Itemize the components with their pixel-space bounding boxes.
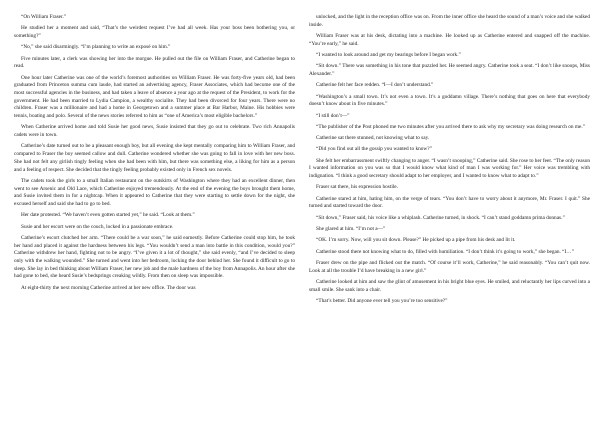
paragraph: “Washington’s a small town. It’s not even a town. It’s a goddamn village. There’s nothing that goes on here that everybody doesn’t know about in five minutes.” bbox=[309, 93, 590, 108]
paragraph: unlocked, and the light in the reception office was on. From the inner office she heard the sound of a man’s voice and she walked inside. bbox=[309, 14, 590, 28]
paragraph: “Sit down,” Fraser said, his voice like a whiplash. Catherine turned, in shock. “I can’t stand goddamn prima donnas.” bbox=[316, 214, 565, 221]
paragraph: “I still don’t—” bbox=[316, 112, 350, 119]
paragraph: When Catherine arrived home and told Susie her good news, Susie insisted that they go out to celebrate. Two rich Annapolis cadets were in town. bbox=[14, 124, 295, 139]
paragraph: Catherine stared at him, hating him, on the verge of tears. “You don’t have to worry about it anymore, Mr. Fraser. I quit.” She turned and started toward the door. bbox=[309, 195, 590, 210]
paragraph: Her date protested. “We haven’t even gotten started yet,” he said. “Look at them.” bbox=[21, 212, 195, 219]
paragraph: William Fraser was at his desk, dictating into a machine. He looked up as Catherine entered and snapped off the machine. “You’re early,” he said. bbox=[309, 33, 590, 47]
paragraph: Catherine looked at him and saw the glint of amusement in his bright blue eyes. He smiled, and reluctantly her lips curved into a small smile. She sank into a chair. bbox=[309, 278, 590, 293]
paragraph: “That’s better. Did anyone ever tell you you’re too sensitive?” bbox=[316, 297, 448, 304]
paragraph: “The publisher of the Post phoned me two minutes after you arrived there to ask why my secretary was doing research on me.” bbox=[316, 123, 586, 130]
paragraph: Catherine felt her face redden. “I—I don’t understand.” bbox=[316, 82, 434, 89]
paragraph: She felt her embarrassment swiftly changing to anger. “I wasn’t snooping,” Catherine said. She rose to her feet. “The only reason I wanted information on you was so that I would know what kind of man I was working for.” Her voice was trembling with indignation. “I think a good secretary should adapt to her employer, and I wanted to know what to adapt to.” bbox=[309, 157, 590, 180]
paragraph: One hour later Catherine was one of the world’s foremost authorities on William Fraser. He was forty-five years old, had been graduated from Princeton summa cum laude, had started an advertising agency, Fraser Associates, which had become one of the most successful agencies in the business, and had taken a leave of absence a year ago at the request of the President, to work for the government. He had been married to Lydia Campion, a wealthy socialite. They had been divorced for four years. There were no children. Fraser was a millionaire and had a home in Georgetown and a summer place at Bar Harbor, Maine. His hobbies were tennis, boating and polo. Several of the news stories referred to him as “one of America’s most eligible bachelors.” bbox=[14, 74, 295, 120]
paragraph: Fraser drew on the pipe and flicked out the match. “Of course it’ll work, Catherine,” he said reasonably. “You can’t quit now. Look at all the trouble I’d have breaking in a new girl.” bbox=[309, 259, 590, 274]
paragraph: “Did you find out all the gossip you wanted to know?” bbox=[316, 146, 432, 153]
paragraph: She glared at him. “I’m not a—” bbox=[316, 226, 386, 233]
paragraph: Susie and her escort were on the couch, locked in a passionate embrace. bbox=[21, 223, 174, 230]
paragraph: Catherine’s date turned out to be a pleasant enough boy, but all evening she kept mentally comparing him to William Fraser, and compared to Fraser the boy seemed callow and dull. Catherine wondered whether she was going to fall in love with her new boss. She had not felt any girlish tingly feeling when she had been with him, but there was something else, a liking for him as a person and a feeling of respect. She decided that the tingly feeling probably existed only in French sex novels. bbox=[14, 143, 295, 173]
paragraph: “Sit down.” There was something in his tone that puzzled her. He seemed angry. Catherine took a seat. “I don’t like snoops, Miss Alexander.” bbox=[309, 63, 590, 77]
paragraph: Catherine sat there stunned, not knowing what to say. bbox=[316, 135, 430, 142]
paragraph: He studied her a moment and said, “That’s the weirdest request I’ve had all week. Has your boss been bothering you, or something?” bbox=[14, 25, 295, 39]
paragraph: “On William Fraser.” bbox=[21, 14, 67, 20]
paragraph: At eight-thirty the next morning Catherine arrived at her new office. The door was bbox=[21, 284, 196, 291]
paragraph: “OK. I’m sorry. Now, will you sit down. Please?” He picked up a pipe from his desk and lit it. bbox=[316, 237, 516, 244]
right-text-column bbox=[309, 14, 590, 424]
paragraph: “No,” she said disarmingly. “I’m planning to write an exposé on him.” bbox=[21, 44, 171, 51]
paragraph: “I wanted to look around and get my bearings before I began work.” bbox=[316, 52, 461, 58]
paragraph: Fraser sat there, his expression hostile. bbox=[316, 184, 398, 191]
paragraph: Five minutes later, a clerk was showing her into the morgue. He pulled out the file on William Fraser, and Catherine began to read. bbox=[14, 55, 295, 70]
paragraph: Catherine’s escort clutched her arm. “There could be a war soon,” he said earnestly. Before Catherine could stop him, he took her hand and placed it against the hardness between his legs. “You wouldn’t send a man into battle in this condition, would you?” Catherine withdrew her hand, fighting not to be angry. “I’ve given it a lot of thought,” she said evenly, “and I’ve decided to sleep only with the walking wounded.” She turned and went into her bedroom, locking the door behind her. She found it difficult to go to sleep. She lay in bed thinking about William Fraser, her new job and the male hardness of the boy from Annapolis. An hour after she had gone to bed, she heard Susie’s bedsprings creaking wildly. From then on sleep was impossible. bbox=[14, 234, 295, 280]
paragraph: The cadets took the girls to a small Italian restaurant on the outskirts of Washington where they had an excellent dinner, then went to see Arsenic and Old Lace, which Catherine enjoyed tremendously. At the end of the evening the boys brought them home, and Susie invited them in for a nightcap. When it appeared to Catherine that they were starting to settle down for the night, she excused herself and said she had to go to bed. bbox=[14, 177, 295, 207]
paragraph: Catherine stood there not knowing what to do, filled with humiliation. “I don’t think it’s going to work,” she began. “I…” bbox=[316, 248, 574, 255]
left-text-column bbox=[14, 14, 295, 424]
